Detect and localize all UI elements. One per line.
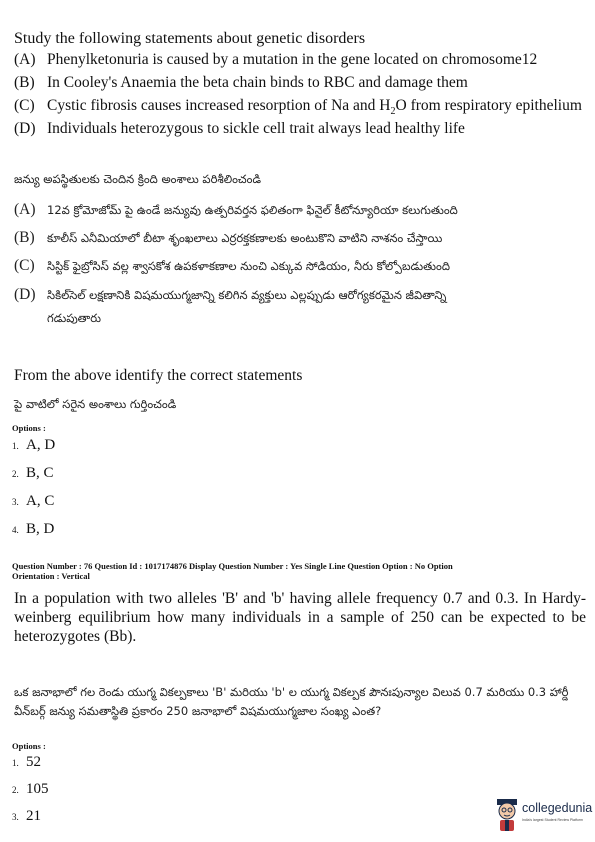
- statement-label: (B): [14, 74, 35, 91]
- statement-text: Cystic fibrosis causes increased resorption of Na and $H_2O$ from respiratory epithelium: [47, 97, 582, 118]
- statement-b: [14, 73, 589, 93]
- q76-option-2[interactable]: 2. 105: [12, 781, 49, 797]
- statement-a: [14, 50, 589, 70]
- brand-name: collegedunia: [522, 801, 593, 815]
- collegedunia-watermark: [494, 795, 593, 835]
- statement-label: (D): [14, 120, 36, 137]
- identify-prompt: From the above identify the correct statements: [14, 367, 303, 384]
- statement-d: [14, 119, 589, 139]
- statement-text: In Cooley's Anaemia the beta chain binds to RBC and damage them: [47, 74, 468, 91]
- telugu-statement-c: (C) సిస్టిక్ ఫైబ్రోసిస్ వల్ల శ్వాసకోశ ఉపకళాకణాల నుంచి ఎక్కువ సోడియం, నీరు కోల్పోబడుతుంది: [14, 257, 450, 274]
- telugu-statement-d: (D) సికిల్‌సెల్ లక్షణానికి విషమయుగ్మజాన్ని కలిగిన వ్యక్తులు ఎల్లప్పుడు ఆరోగ్యకరమైన జీవితాన్ని: [14, 286, 447, 303]
- brand-tagline: India's largest Student Review Platform: [522, 818, 583, 822]
- option-3[interactable]: 3. A, C: [12, 493, 55, 509]
- statement-text: Individuals heterozygous to sickle cell trait always lead healthy life: [47, 120, 465, 137]
- question-76-text: In a population with two alleles 'B' and 'b' having allele frequency 0.7 and 0.3. In Hardy-weinberg equilibrium how many individuals in a sample of 250 can be expected to be heterozygotes (Bb).: [14, 590, 586, 645]
- telugu-identify-prompt: పై వాటిలో సరైన అంశాలు గుర్తించండి: [14, 397, 177, 411]
- q76-option-3[interactable]: 3. 21: [12, 808, 41, 824]
- option-1[interactable]: 1. A, D: [12, 437, 56, 453]
- telugu-heading: జన్యు అపస్థితులకు చెందిన క్రింది అంశాలు పరిశీలించండి: [14, 172, 261, 186]
- options-label: Options :: [12, 423, 46, 433]
- question-76-telugu-text: ఒక జనాభాలో గల రెండు యుగ్మ వికల్పకాలు 'B' మరియు 'b' ల యుగ్మ వికల్పక పౌనఃపున్యాల విలువ 0.7 మరియు 0.3 హార్డీ వీన్‌బర్గ్ జన్యు సమతాస్థితి ప్రకారం 250 జనాభాలో విషమయుగ్మజాల సంఖ్య ఎంత?: [14, 685, 569, 718]
- statement-label: (C): [14, 97, 35, 114]
- question-75-heading: Study the following statements about genetic disorders: [14, 30, 366, 47]
- telugu-statement-d-continuation: గడుపుతారు: [47, 311, 102, 325]
- student-mascot-icon: [494, 797, 520, 833]
- telugu-statement-b: (B) కూలీస్ ఎనీమియాలో బీటా శృంఖలాలు ఎర్రరక్తకణాలకు అంటుకొని వాటిని నాశనం చేస్తాయి: [14, 229, 443, 246]
- q76-option-1[interactable]: 1. 52: [12, 754, 41, 770]
- options-label-q76: Options :: [12, 741, 46, 751]
- statement-label: (A): [14, 51, 36, 68]
- option-4[interactable]: 4. B, D: [12, 521, 55, 537]
- statement-text: Phenylketonuria is caused by a mutation in the gene located on chromosome12: [47, 51, 538, 68]
- option-2[interactable]: 2. B, C: [12, 465, 54, 481]
- telugu-statement-a: (A) 12వ క్రోమోజోమ్ పై ఉండే జన్యువు ఉత్పరివర్తన ఫలితంగా ఫినైల్ కీటోన్యూరియా కలుగుతుంది: [14, 201, 458, 218]
- question-76-meta: Question Number : 76 Question Id : 1017174876 Display Question Number : Yes Single Line Question Option : No Option Orientation : Vertical: [12, 561, 453, 581]
